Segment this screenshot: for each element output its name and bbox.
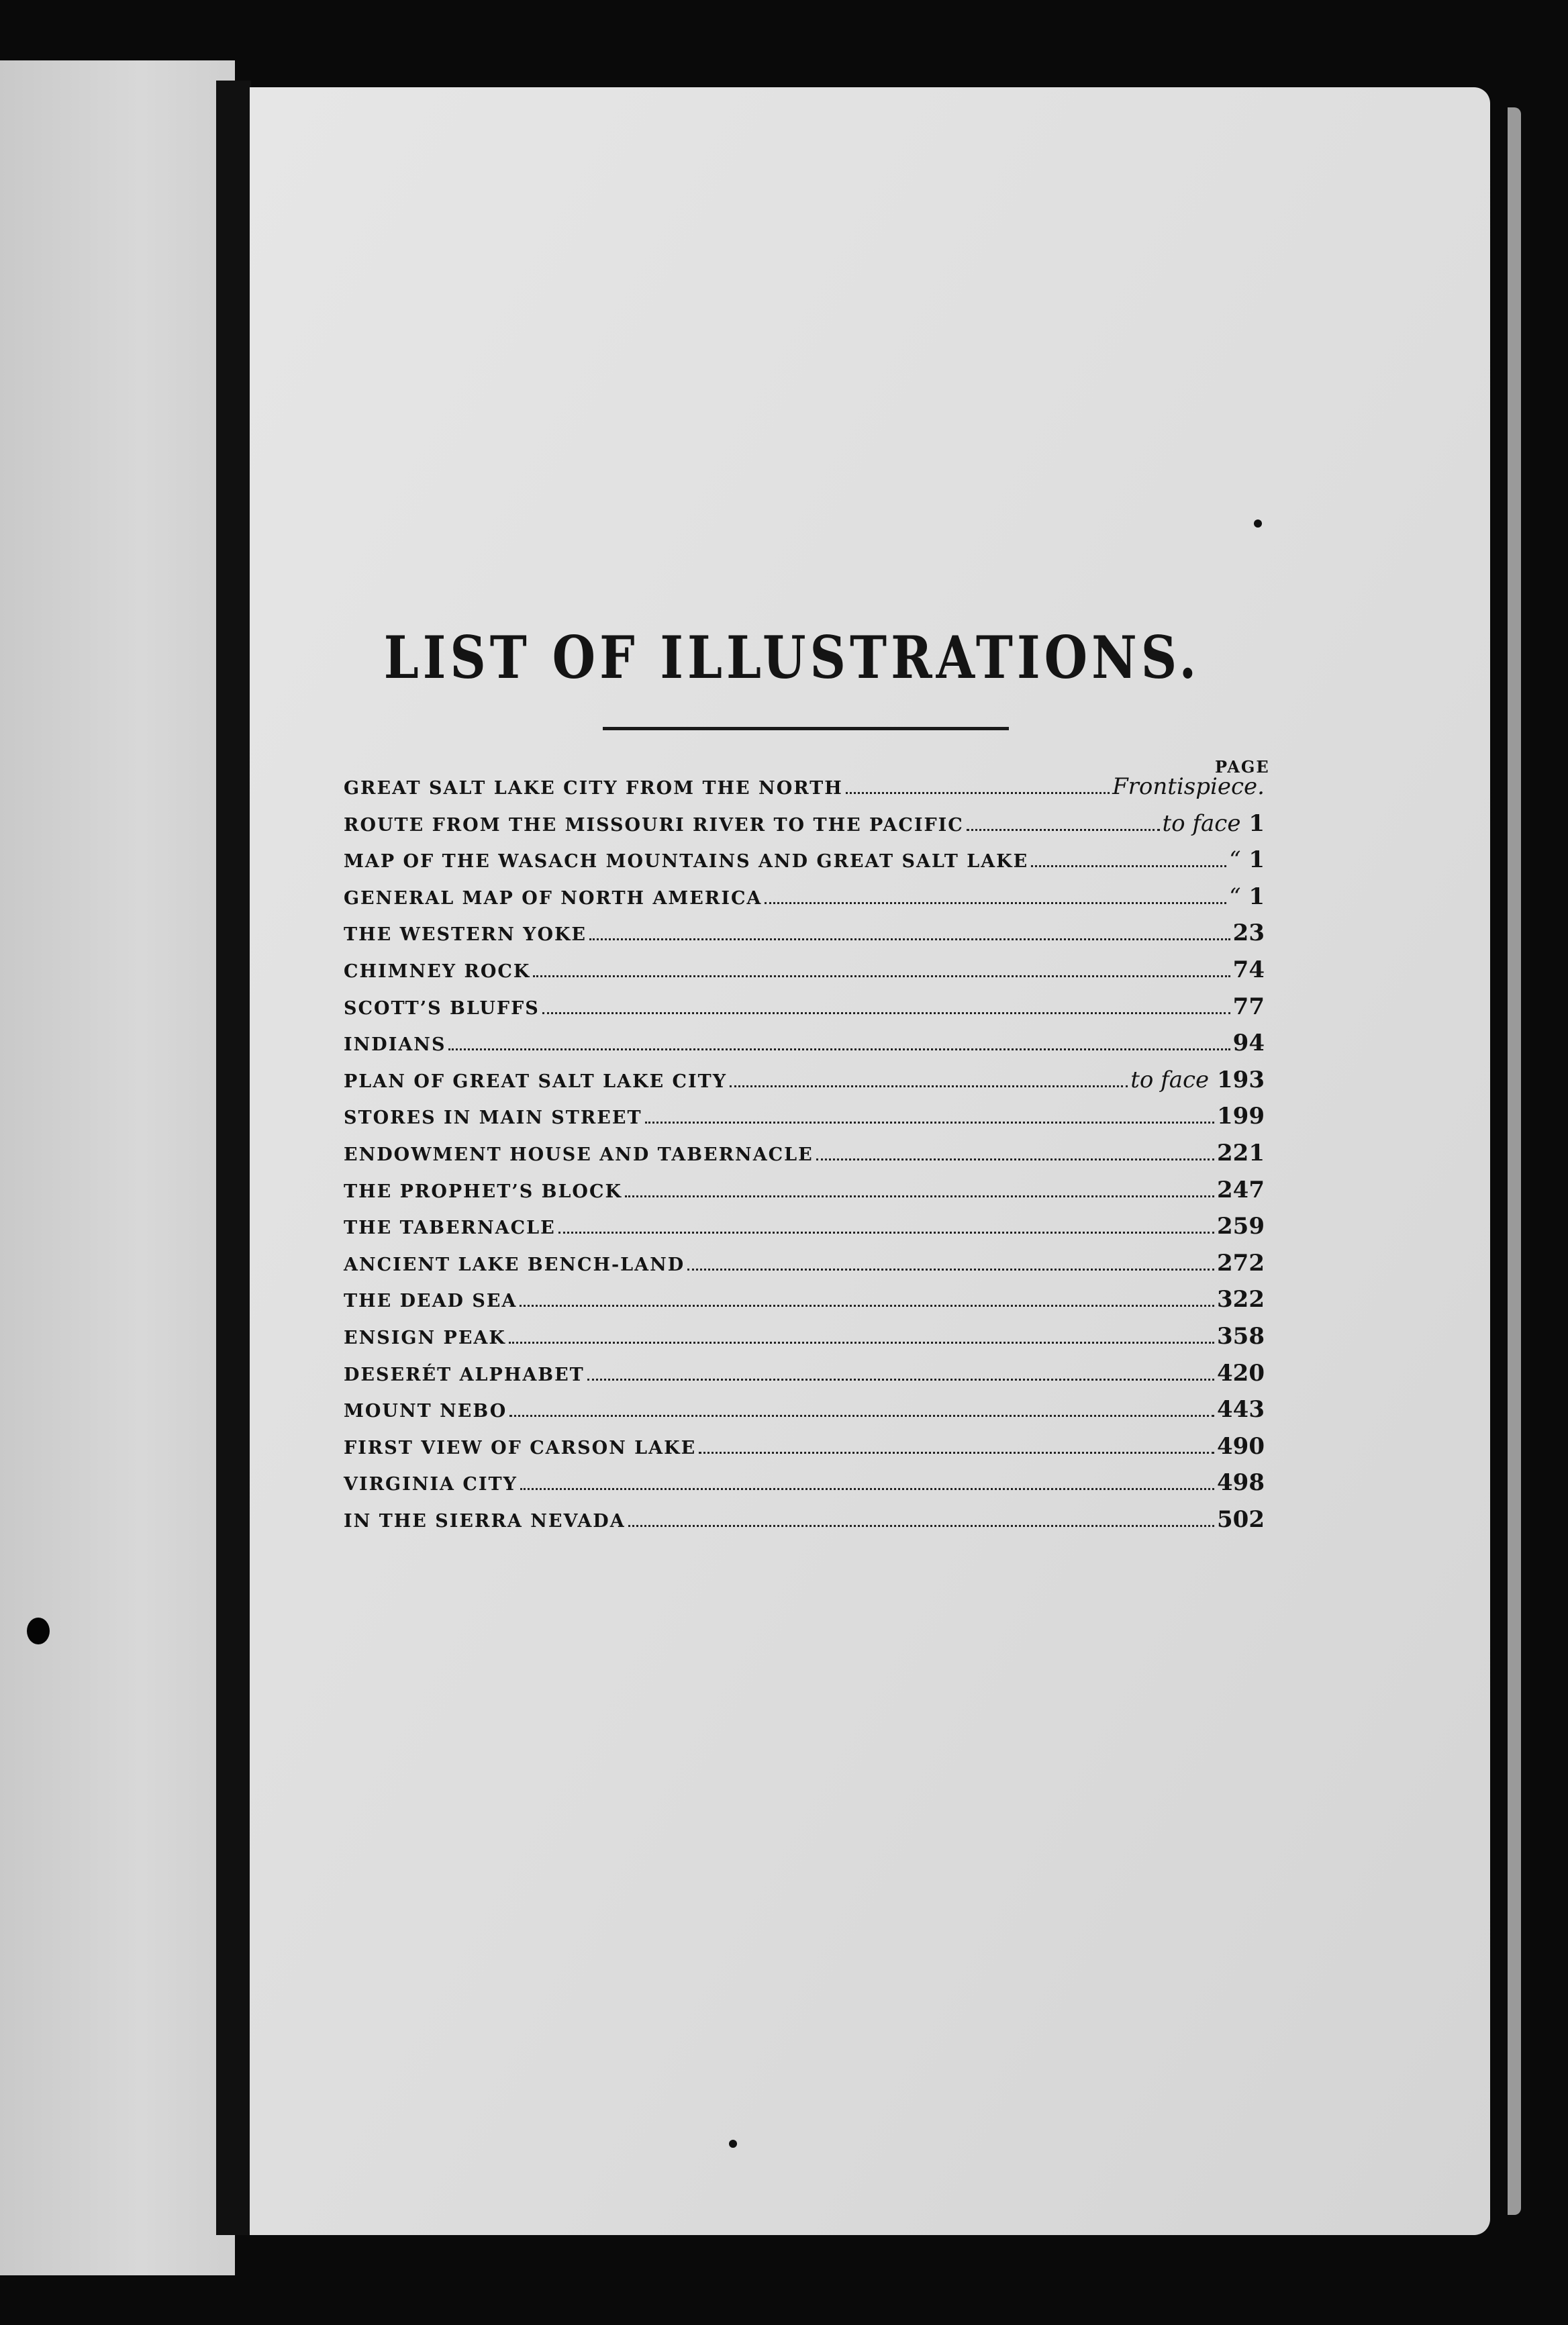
illustration-title: PLAN OF GREAT SALT LAKE CITY (344, 1071, 728, 1092)
title-rule (603, 727, 1009, 730)
placement-note: to face (1162, 809, 1241, 837)
leader-dots (645, 1122, 1214, 1124)
illustration-title: CHIMNEY ROCK (344, 960, 531, 982)
leader-dots (520, 1488, 1214, 1490)
leader-dots (509, 1415, 1214, 1417)
leader-dots (533, 975, 1230, 977)
placement-note: “ (1229, 846, 1241, 874)
list-item (344, 1469, 1265, 1506)
page-number: 1 (1248, 809, 1265, 837)
illustration-title: INDIANS (344, 1034, 446, 1056)
illustration-title: FIRST VIEW OF CARSON LAKE (344, 1437, 697, 1458)
page-number: 490 (1217, 1432, 1265, 1460)
illustrations-list (344, 773, 1265, 1542)
page-title: LIST OF ILLUSTRATIONS. (383, 624, 1201, 693)
list-item (344, 920, 1265, 956)
page-reference (1233, 956, 1265, 983)
leader-dots (967, 829, 1160, 831)
page-number: 322 (1217, 1286, 1265, 1314)
page-number: 221 (1217, 1139, 1265, 1167)
leader-dots (628, 1525, 1214, 1527)
leader-dots (1031, 865, 1226, 867)
page-number: 502 (1217, 1505, 1265, 1533)
leader-dots (687, 1269, 1214, 1271)
page-reference (1217, 1396, 1265, 1423)
list-item (344, 1323, 1265, 1360)
page-number: 358 (1217, 1322, 1265, 1350)
leader-dots (558, 1232, 1214, 1234)
list-item (344, 1177, 1265, 1214)
placement-note: Frontispiece. (1112, 773, 1265, 800)
page-reference (1229, 883, 1265, 910)
page-number: 272 (1217, 1249, 1265, 1277)
list-item (344, 810, 1265, 847)
page-reference (1217, 1103, 1265, 1130)
list-item (344, 956, 1265, 993)
list-item (344, 883, 1265, 920)
list-item (344, 1140, 1265, 1177)
illustration-title: ENSIGN PEAK (344, 1327, 506, 1348)
page-reference (1217, 1177, 1265, 1203)
illustration-title: ROUTE FROM THE MISSOURI RIVER TO THE PACIFIC (344, 814, 964, 836)
illustration-title: DESERÉT ALPHABET (344, 1364, 585, 1385)
leader-dots (589, 938, 1230, 940)
page-reference (1217, 1213, 1265, 1240)
page-reference (1217, 1469, 1265, 1496)
illustration-title: GREAT SALT LAKE CITY FROM THE NORTH (344, 778, 843, 799)
page-reference (1233, 1030, 1265, 1056)
leader-dots (730, 1085, 1128, 1087)
page-number: 420 (1217, 1359, 1265, 1387)
leader-dots (587, 1379, 1214, 1381)
page-reference (1112, 773, 1265, 800)
leader-dots (846, 792, 1110, 794)
page-reference (1217, 1506, 1265, 1533)
page-number: 23 (1232, 920, 1265, 947)
illustration-title: ANCIENT LAKE BENCH-LAND (344, 1254, 685, 1275)
list-item (344, 1506, 1265, 1543)
list-item (344, 846, 1265, 883)
illustration-title: IN THE SIERRA NEVADA (344, 1510, 626, 1532)
list-item (344, 1286, 1265, 1323)
leader-dots (765, 902, 1226, 904)
illustration-title: STORES IN MAIN STREET (344, 1107, 642, 1129)
list-item (344, 1396, 1265, 1433)
illustration-title: THE WESTERN YOKE (344, 924, 587, 946)
page-column-heading: PAGE (1215, 757, 1270, 777)
page-number: 443 (1217, 1396, 1265, 1424)
page-number: 1 (1248, 846, 1265, 874)
list-item (344, 1030, 1265, 1067)
page-number: 247 (1217, 1176, 1265, 1203)
illustration-title: GENERAL MAP OF NORTH AMERICA (344, 887, 763, 909)
illustration-title: THE DEAD SEA (344, 1291, 518, 1312)
leader-dots (699, 1452, 1214, 1454)
page-number: 94 (1232, 1030, 1265, 1057)
illustration-title: VIRGINIA CITY (344, 1474, 518, 1495)
leader-dots (448, 1048, 1230, 1050)
list-item (344, 1103, 1265, 1140)
page-reference (1233, 920, 1265, 946)
page-reference (1229, 846, 1265, 873)
page-number: 199 (1217, 1103, 1265, 1130)
list-item (344, 773, 1265, 810)
page-number: 498 (1217, 1469, 1265, 1497)
page-number: 74 (1232, 956, 1265, 983)
illustration-title: ENDOWMENT HOUSE AND TABERNACLE (344, 1144, 814, 1165)
leader-dots (520, 1305, 1214, 1307)
page-reference (1217, 1433, 1265, 1460)
page-reference (1217, 1323, 1265, 1350)
list-item (344, 1213, 1265, 1250)
illustration-title: THE PROPHET’S BLOCK (344, 1181, 622, 1202)
list-item (344, 1360, 1265, 1397)
list-item (344, 1433, 1265, 1470)
list-item (344, 1250, 1265, 1287)
leader-dots (816, 1158, 1214, 1160)
leader-dots (509, 1342, 1214, 1344)
page-number: 1 (1248, 883, 1265, 910)
leader-dots (542, 1012, 1230, 1014)
page-reference (1217, 1250, 1265, 1277)
page-reference (1217, 1140, 1265, 1167)
page-number: 193 (1217, 1066, 1265, 1093)
page-reference (1130, 1067, 1265, 1093)
page-number: 259 (1217, 1213, 1265, 1240)
placement-note: “ (1229, 883, 1241, 910)
page-reference (1233, 993, 1265, 1020)
leader-dots (625, 1195, 1214, 1197)
illustration-title: SCOTT’S BLUFFS (344, 997, 540, 1019)
placement-note: to face (1130, 1066, 1210, 1093)
illustration-title: MAP OF THE WASACH MOUNTAINS AND GREAT SALT LAKE (344, 851, 1029, 873)
page-reference (1163, 810, 1265, 837)
page-number: 77 (1232, 993, 1265, 1020)
page-reference (1217, 1360, 1265, 1387)
illustration-title: MOUNT NEBO (344, 1401, 507, 1422)
page-reference (1217, 1286, 1265, 1313)
illustration-title: THE TABERNACLE (344, 1218, 556, 1239)
list-item (344, 993, 1265, 1030)
list-item (344, 1067, 1265, 1103)
